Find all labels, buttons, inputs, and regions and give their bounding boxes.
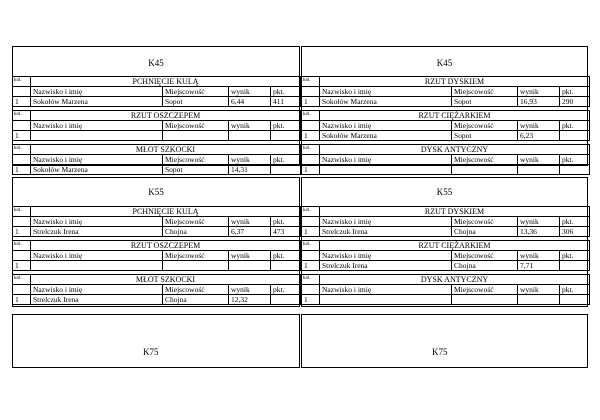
header-name: Nazwisko i imię — [31, 121, 163, 131]
header-result: wynik — [518, 285, 560, 295]
header-place: Miejscowość — [452, 285, 518, 295]
kol-number: 1 — [13, 131, 31, 141]
kol-label: kol. — [13, 241, 31, 251]
event-table — [301, 274, 590, 305]
event-table — [12, 110, 301, 141]
athlete-name: Sokołów Marzena — [320, 131, 452, 141]
kol-label: kol. — [13, 145, 31, 155]
kol-spacer — [13, 217, 31, 227]
header-result: wynik — [518, 87, 560, 97]
athlete-name — [31, 131, 163, 141]
category-title: K75 — [143, 347, 159, 357]
header-result: wynik — [518, 251, 560, 261]
kol-number: 1 — [302, 131, 320, 141]
table-row — [302, 131, 590, 141]
athlete-result: 16,93 — [518, 97, 560, 107]
event-table — [12, 274, 301, 305]
event-name: DYSK ANTYCZNY — [320, 275, 590, 285]
kol-number: 1 — [13, 261, 31, 271]
header-result: wynik — [518, 217, 560, 227]
kol-spacer — [302, 155, 320, 165]
header-result: wynik — [229, 251, 271, 261]
athlete-name: Strelczuk Irena — [320, 227, 452, 237]
category-title: K55 — [148, 187, 164, 197]
category-title: K55 — [436, 187, 453, 197]
header-name: Nazwisko i imię — [320, 251, 452, 261]
header-place: Miejscowość — [452, 217, 518, 227]
athlete-points — [271, 261, 301, 271]
athlete-points: 306 — [560, 227, 590, 237]
table-row — [13, 131, 301, 141]
table-row — [13, 97, 301, 107]
header-points: pkt. — [560, 285, 590, 295]
header-name: Nazwisko i imię — [31, 217, 163, 227]
athlete-place: Sopot — [163, 165, 229, 175]
athlete-place — [163, 131, 229, 141]
header-place: Miejscowość — [163, 285, 229, 295]
kol-spacer — [13, 251, 31, 261]
event-table — [12, 240, 301, 271]
header-result: wynik — [229, 87, 271, 97]
kol-number: 1 — [13, 295, 31, 305]
event-table — [301, 110, 590, 141]
athlete-name: Strelczuk Irena — [31, 295, 163, 305]
athlete-points: 290 — [560, 97, 590, 107]
athlete-points — [560, 295, 590, 305]
athlete-result — [229, 131, 271, 141]
header-points: pkt. — [560, 217, 590, 227]
kol-label: kol. — [13, 275, 31, 285]
table-row — [13, 227, 301, 237]
athlete-result — [518, 295, 560, 305]
table-row — [302, 261, 590, 271]
event-name: PCHNIĘCIE KULĄ — [31, 77, 301, 87]
event-table — [301, 206, 590, 237]
athlete-result: 6,37 — [229, 227, 271, 237]
athlete-name — [320, 165, 452, 175]
header-result: wynik — [229, 217, 271, 227]
athlete-points — [560, 261, 590, 271]
table-row — [302, 165, 590, 175]
kol-number: 1 — [302, 261, 320, 271]
header-place: Miejscowość — [163, 121, 229, 131]
kol-label: kol. — [302, 145, 320, 155]
athlete-result — [229, 261, 271, 271]
athlete-name: Sokołów Marzena — [320, 97, 452, 107]
header-name: Nazwisko i imię — [320, 285, 452, 295]
kol-spacer — [13, 155, 31, 165]
kol-label: kol. — [302, 111, 320, 121]
header-points: pkt. — [560, 251, 590, 261]
athlete-name: Sokołów Marzena — [31, 165, 163, 175]
event-name: MŁOT SZKOCKI — [31, 275, 301, 285]
kol-label: kol. — [302, 275, 320, 285]
athlete-result: 6,44 — [229, 97, 271, 107]
header-result: wynik — [229, 121, 271, 131]
kol-spacer — [302, 251, 320, 261]
kol-spacer — [13, 121, 31, 131]
table-row — [13, 261, 301, 271]
athlete-points — [271, 131, 301, 141]
header-name: Nazwisko i imię — [31, 87, 163, 97]
event-name: MŁOT SZKOCKI — [31, 145, 301, 155]
header-points: pkt. — [271, 155, 301, 165]
athlete-points: 411 — [271, 97, 301, 107]
athlete-result — [518, 165, 560, 175]
kol-spacer — [302, 121, 320, 131]
header-place: Miejscowość — [163, 251, 229, 261]
kol-label: kol. — [302, 207, 320, 217]
event-name: RZUT OSZCZEPEM — [31, 241, 301, 251]
header-place: Miejscowość — [452, 121, 518, 131]
k75-right-panel — [301, 314, 588, 368]
k75-left-panel — [12, 314, 300, 368]
header-name: Nazwisko i imię — [31, 251, 163, 261]
athlete-points — [271, 295, 301, 305]
athlete-place: Chojna — [452, 261, 518, 271]
kol-label: kol. — [302, 77, 320, 87]
event-table — [301, 76, 590, 107]
kol-number: 1 — [302, 295, 320, 305]
header-points: pkt. — [560, 121, 590, 131]
athlete-place — [452, 165, 518, 175]
kol-label: kol. — [13, 111, 31, 121]
event-table — [12, 206, 301, 237]
athlete-result: 13,36 — [518, 227, 560, 237]
event-name: PCHNIĘCIE KULĄ — [31, 207, 301, 217]
header-points: pkt. — [271, 251, 301, 261]
table-row — [302, 227, 590, 237]
header-name: Nazwisko i imię — [320, 121, 452, 131]
header-place: Miejscowość — [452, 155, 518, 165]
table-row — [13, 165, 301, 175]
header-points: pkt. — [271, 87, 301, 97]
event-name: RZUT CIĘŻARKIEM — [320, 111, 590, 121]
athlete-points: 473 — [271, 227, 301, 237]
kol-label: kol. — [13, 207, 31, 217]
header-place: Miejscowość — [452, 87, 518, 97]
kol-number: 1 — [302, 165, 320, 175]
kol-spacer — [302, 217, 320, 227]
athlete-place: Chojna — [163, 295, 229, 305]
header-place: Miejscowość — [163, 217, 229, 227]
athlete-result: 7,71 — [518, 261, 560, 271]
athlete-name: Strelczuk Irena — [320, 261, 452, 271]
header-place: Miejscowość — [163, 87, 229, 97]
header-place: Miejscowość — [163, 155, 229, 165]
athlete-name — [31, 261, 163, 271]
athlete-place — [163, 261, 229, 271]
header-name: Nazwisko i imię — [320, 87, 452, 97]
athlete-result: 6,23 — [518, 131, 560, 141]
event-table — [301, 144, 590, 175]
kol-spacer — [13, 87, 31, 97]
category-title: K45 — [436, 58, 453, 68]
athlete-place: Chojna — [163, 227, 229, 237]
athlete-place: Sopot — [163, 97, 229, 107]
header-points: pkt. — [560, 87, 590, 97]
header-points: pkt. — [271, 285, 301, 295]
header-points: pkt. — [271, 121, 301, 131]
header-name: Nazwisko i imię — [320, 217, 452, 227]
kol-label: kol. — [13, 77, 31, 87]
athlete-place: Sopot — [452, 131, 518, 141]
header-result: wynik — [229, 155, 271, 165]
event-table — [12, 76, 301, 107]
header-place: Miejscowość — [452, 251, 518, 261]
header-points: pkt. — [560, 155, 590, 165]
kol-number: 1 — [13, 97, 31, 107]
event-name: RZUT DYSKIEM — [320, 77, 590, 87]
event-name: RZUT OSZCZEPEM — [31, 111, 301, 121]
header-result: wynik — [229, 285, 271, 295]
athlete-name — [320, 295, 452, 305]
category-title: K45 — [148, 58, 164, 68]
kol-label: kol. — [302, 241, 320, 251]
kol-number: 1 — [302, 227, 320, 237]
athlete-result: 14,31 — [229, 165, 271, 175]
athlete-name: Strelczuk Irena — [31, 227, 163, 237]
kol-spacer — [302, 285, 320, 295]
header-name: Nazwisko i imię — [320, 155, 452, 165]
header-name: Nazwisko i imię — [31, 285, 163, 295]
header-name: Nazwisko i imię — [31, 155, 163, 165]
athlete-points — [560, 131, 590, 141]
event-name: DYSK ANTYCZNY — [320, 145, 590, 155]
athlete-place — [452, 295, 518, 305]
category-title: K75 — [432, 347, 448, 357]
event-table — [301, 240, 590, 271]
table-row — [302, 97, 590, 107]
event-table — [12, 144, 301, 175]
kol-spacer — [302, 87, 320, 97]
kol-number: 1 — [302, 97, 320, 107]
athlete-place: Sopot — [452, 97, 518, 107]
athlete-name: Sokołów Marzena — [31, 97, 163, 107]
event-name: RZUT CIĘŻARKIEM — [320, 241, 590, 251]
header-result: wynik — [518, 121, 560, 131]
header-points: pkt. — [271, 217, 301, 227]
kol-spacer — [13, 285, 31, 295]
athlete-points — [271, 165, 301, 175]
athlete-result: 12,32 — [229, 295, 271, 305]
athlete-place: Chojna — [452, 227, 518, 237]
header-result: wynik — [518, 155, 560, 165]
table-row — [302, 295, 590, 305]
kol-number: 1 — [13, 165, 31, 175]
kol-number: 1 — [13, 227, 31, 237]
event-name: RZUT DYSKIEM — [320, 207, 590, 217]
athlete-points — [560, 165, 590, 175]
table-row — [13, 295, 301, 305]
